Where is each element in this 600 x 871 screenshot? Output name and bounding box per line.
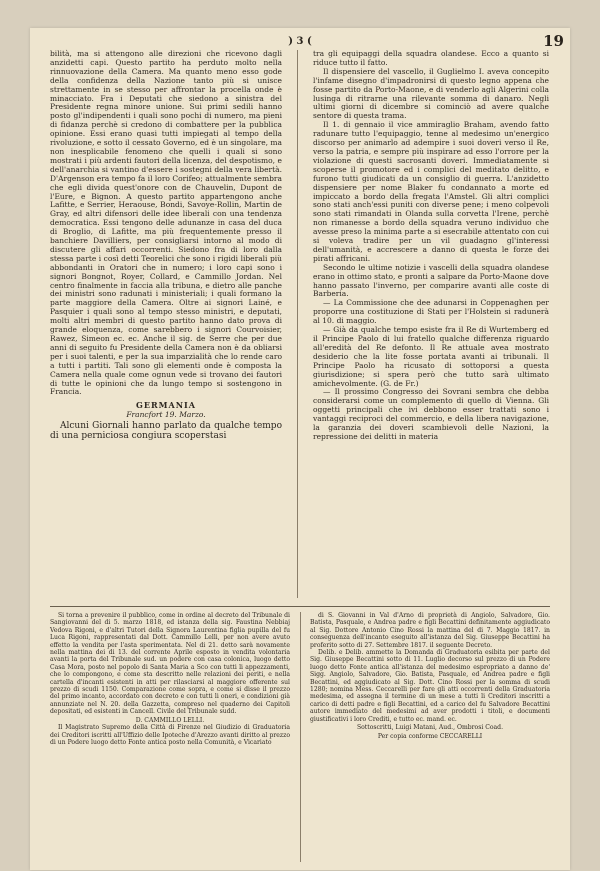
notices-right <box>310 612 550 740</box>
section-heading: GERMANIA <box>136 400 196 411</box>
article-paragraph: Il dispensiere del vascello, il Guglielmo I. aveva concepito l'infame disegno d'impadronirsi di questo legno appena che fosse partito da Porto-Maone, e di venderlo agli Algerini colla lusinga di ritrarne una rilevante somma di danaro. Negli ultimi giorni di dicembre si cominciò ad avere qualche sentore di questa trama. <box>313 66 549 121</box>
notices-divider <box>300 612 301 862</box>
page-number-center: ) 3 ( <box>288 36 312 47</box>
notices-left <box>50 612 290 746</box>
article-paragraph: Secondo le ultime notizie i vascelli della squadra olandese erano in ottimo stato, e pronti a salpare da Porto-Maone dove hanno passato l'inverno, per comparire avanti alle coste di Barberia. <box>313 262 549 299</box>
notice-paragraph: Il Magistrato Supremo della Città di Firenze nel Giudizio di Graduatoria dei Creditori iscritti all'Uffizio delle Ipoteche d'Arezzo avanti diritto al prezzo di un Podere luogo detto Fonte antica posto nella Comunità, e Vicariato <box>50 724 290 746</box>
section-divider <box>50 606 550 607</box>
notice-paragraph: Delib. e Delib. ammette la Domanda di Graduatoria esibita per parte del Sig. Giuseppe Becattini sotto di 11. Luglio decorso sul prezzo di un Podere luogo detto Fonte antica all'istanza del medesimo espropriato a danno de' Sigg. Angiolo, Salvadore, Gio. Batista, Pasquale, ed Andrea padre e figli Becattini, ed aggiudicato al Sig. Dott. Cino Rossi per la somma di scudi 1280; nomina Mess. Ceccarelli per fare gli atti occorrenti della Graduatoria medesima, ed assegna il termine di un mese a tutti li Creditori inscritti a carico di detti padre e figli Becattini, ed a carico del fu Salvadore Becattini autore immediato del medesimi ad aver prodotti i titoli, e documenti giustificativi i loro Crediti, e tutto ec. mand. ec. <box>310 649 550 723</box>
newspaper-page <box>30 28 570 870</box>
notice-paragraph: Si torna a prevenire il pubblico, come in ordine al decreto del Tribunale di Sangiovanni del di 5. marzo 1818, ed istanza della sig. Faustina Nebbiaj Vedova Rigoni, e d'altri Tutori della Signora Laurentina figlia pupilla del fu Luca Rigoni, rappresentati dal Dott. Cammillo Lelli, per non avere avuto effetto la vendita per l'asta sperimentata. Nel di 21. detto sarà novamente nella mattina dei di 13. del corrente Aprile esposto in vendita volontaria avanti la porta del Tribunale sud. un podere con casa colonica, luogo detto Casa Mora, posto nel popolo di Santa Maria a Sco con tutti li appezzamenti, che lo compongono, e come sta descritto nelle relazioni dei periti, e nella cartella d'incanti esistenti in atti per rilasciarsi al maggiore offerente sul prezzo di scudi 1150. Comparazione come sopra, e come si disse il prezzo del primo incanto, accordato con decreto e con tutti li oneri, e condizioni già annunziate nel N. 20. della Gazzetta, compreso nel quaderno dei Capitoli depositati, ed esistenti in Cancell. Civile del Tribunale sudd. <box>50 612 290 716</box>
left-column <box>50 50 282 441</box>
right-column <box>313 50 549 442</box>
article-paragraph: bilità, ma si attengono alle direzioni che ricevono dagli anzidetti capi. Questo partito ha perduto molto nella rinnuovazione della Camera. Ma quanto meno esso gode della confidenza della Nazione tanto più si unisce strettamente in se stesso per affrontar la procella onde è minacciato. Fra i Deputati che siedono a sinistra del Presidente regna minore unione. Sui primi sedili hanno posto gl'indipendenti i quali sono pochi di numero, ma pieni di fidanza perchè si credono di combattere per la pubblica opinione. Essi erano quasi tutti impiegati al tempo della rivoluzione, e sotto il cessato Governo, ed è un singolare, ma non inesplicabile fenomeno che quelli i quali si sono mostrati i più ardenti fautori della licenza, del despotismo, e dell'anarchia si vantino d'essere i sostegni della vera libertà. D'Argenson era tempo fa il loro Corifeo; attualmente sembra che egli divida quest'onore con de Chauvelin, Dupont de l'Eure, e Bignon. A questo partito appartengono anche Lafitte, e Serrier, Heraouse, Bondi, Savoye-Rollin, Martin de Gray, ed altri difensori delle idee liberali con una tendenza democratica. Essi tengono delle adunanze in casa del duca di Broglio, di Lafitte, ma più frequentemente presso il banchiere Davilliers, per consigliarsi intorno al modo di discutere gli affari occorrenti. Siedono fra di loro dalla stessa parte i così detti Teorelici che sono i rigidi liberali più abbondanti in Oratori che in numero; i loro capi sono i signori Bongnot, Royer, Collard, e Cammillo Jordan. Nel centro finalmente in faccia alla tribuna, e dietro alle panche dei ministri sono radunati i ministeriali; i quali formano la parte maggiore della Camera. Oltre ai signori Lainé, e Pasquier i quali sono al tempo stesso ministri, e deputati, molti altri membri di questo partito hanno dato prova di grande eloquenza, come sarebbero i signori Courvoisier, Rawez, Simeon ec. ec. Anche il sig. de Serre che per due anni di seguito fu Presidente della Camera non è da obliarsi per i suoi talenti, e per la sua imparzialità che lo rende caro a tutti i partiti. Tali sono gli elementi onde è composta la Camera nella quale come ognun vede si trovano dei fautori di tutte le opinioni che da lungo tempo si sostengono in Francia. <box>50 49 282 397</box>
article-paragraph: — Già da qualche tempo esiste fra il Re di Wurtemberg ed il Principe Paolo di lui fratello qualche differenza riguardo all'eredità del Re defonto. Il Re attuale avea mostrato desiderio che la lite fosse portata avanti ai tribunali. Il Principe Paolo ha ricusato di sottoporsi a questa giurisdizione; si spera però che tutto sarà ultimato amichevolmente. (G. de Fr.) <box>313 325 549 388</box>
article-paragraph: Il 1. di gennaio il vice ammiraglio Braham, avendo fatto radunare tutto l'equipaggio, tenne al medesimo un'energico discorso per animarlo ad adempire i suoi doveri verso il Re, verso la patria, e sempre più inspirare ad esso l'orrore per la violazione di questi sacrosanti doveri. Immediatamente si scoperse il promotore ed i complici del meditato delitto, e furono tutti giudicati da un consiglio di guerra. L'anzidetto dispensiere per nome Blaker fu condannato a morte ed impiccato a bordo della fregata l'Amstel. Gli altri complici sono stati anch'essi puniti con diverse pene; i meno colpevoli sono stati rimandati in Olanda sulla corvetta l'Irene, perchè non rimanesse a bordo della squadra veruno individuo che avesse preso la minima parte a si esecrabile attentato con cui si voleva tradire per un vil guadagno gl'interessi dell'umanità, e accrescere a danno di questa le forze dei pirati affricani. <box>313 120 549 263</box>
column-divider <box>297 50 298 598</box>
dateline: Francfort 19. Marzo. <box>126 410 206 420</box>
notice-signature: D. CAMMILLO LELLI. <box>135 716 205 724</box>
article-paragraph: tra gli equipaggi della squadra olandese. Ecco a quanto si riduce tutto il fatto. <box>313 49 549 67</box>
notice-copy-conform: Per copia conforme CECCARELLI <box>377 732 483 740</box>
article-paragraph: — Il prossimo Congresso dei Sovrani sembra che debba considerarsi come un complemento di quello di Vienna. Gli oggetti principali che ivi debbono esser trattati sono i vantaggi reciproci del commercio, e della libera navigazione, la garanzia dei doveri scambievoli delle Nazioni, la repressione dei delitti in materia <box>313 387 549 441</box>
page-number-handwritten: 19 <box>543 32 564 50</box>
notice-paragraph: di S. Giovanni in Val d'Arno di proprietà di Angiolo, Salvadore, Gio. Batista, Pasquale, e Andrea padre e figli Becattini definitamente aggiudicato al Sig. Dottore Antonio Cino Rossi la mattina del di 7. Maggio 1817. in conseguenza dell'incanto eseguito all'istanza del Sig. Giuseppe Becattini ha proferito sotto di 27. Settembre 1817. il seguente Decreto. <box>310 612 550 649</box>
notice-signatories: Sottoscritti, Luigi Matani, Aud., Ombrosi Coad. <box>356 724 504 732</box>
article-paragraph: — La Commissione che dee adunarsi in Coppenaghen per proporre una costituzione di Stati per l'Holstein si radunerà al 10. di maggio. <box>313 298 549 326</box>
article-lead: Alcuni Giornali hanno parlato da qualche tempo di una perniciosa congiura scoperstasi <box>50 421 282 442</box>
